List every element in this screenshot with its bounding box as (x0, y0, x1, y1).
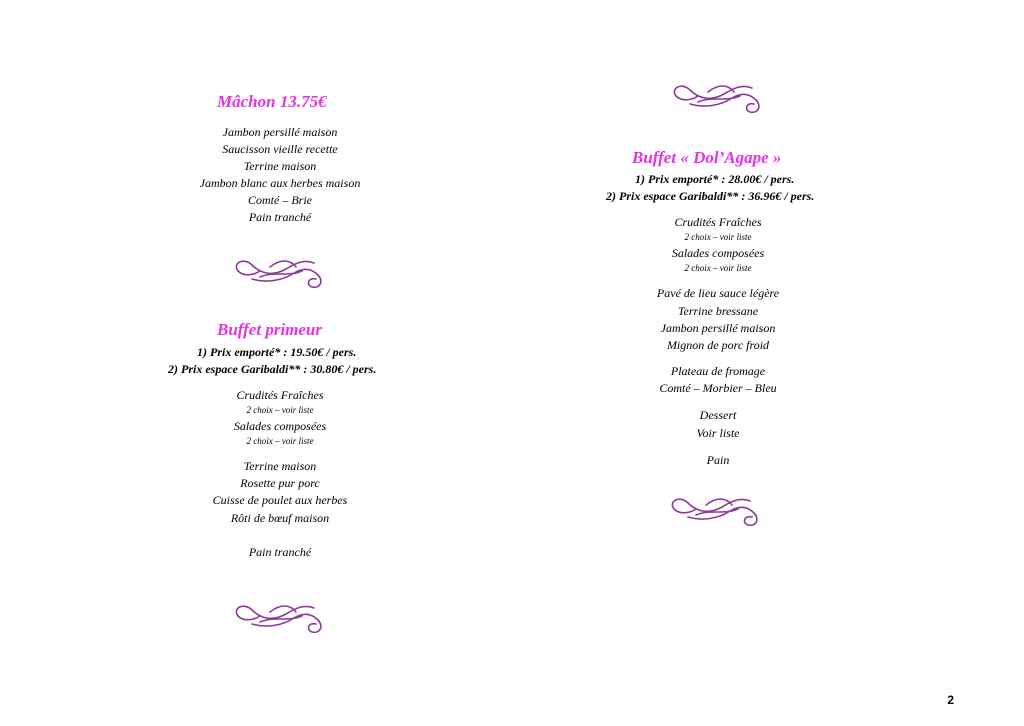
flourish-ornament (230, 255, 330, 291)
flourish-ornament (230, 600, 330, 636)
buffet-dolagape-dessert: Dessert (699, 408, 737, 422)
buffet-primeur-salades: Salades composées (233, 419, 327, 433)
buffet-dolagape-title: Buffet « Dol’Agape » (632, 148, 782, 167)
buffet-primeur-item: Rôti de bœuf maison (230, 511, 330, 525)
buffet-dolagape-price: 2) Prix espace Garibaldi** : 36.96€ / pers. (606, 189, 815, 203)
buffet-dolagape-item: Jambon persillé maison (660, 321, 776, 335)
buffet-primeur-price: 2) Prix espace Garibaldi** : 30.80€ / pers. (168, 362, 377, 376)
buffet-primeur-choice-note: 2 choix – voir liste (246, 405, 314, 415)
machon-item: Saucisson vieille recette (222, 142, 338, 156)
buffet-dolagape-item: Mignon de porc froid (666, 338, 770, 352)
buffet-primeur-choice-note: 2 choix – voir liste (246, 436, 314, 446)
buffet-dolagape-item: Pavé de lieu sauce légère (656, 286, 780, 300)
buffet-dolagape-bread: Pain (706, 453, 730, 467)
buffet-dolagape-choice-note: 2 choix – voir liste (684, 232, 752, 242)
page-number: 2 (947, 693, 954, 707)
buffet-primeur-bread: Pain tranché (248, 545, 312, 559)
buffet-dolagape-choice-note: 2 choix – voir liste (684, 263, 752, 273)
machon-item: Jambon persillé maison (222, 125, 338, 139)
machon-item: Pain tranché (248, 210, 312, 224)
buffet-dolagape-crudites: Crudités Fraîches (674, 215, 762, 229)
machon-item: Terrine maison (243, 159, 317, 173)
buffet-dolagape-item: Terrine bressane (677, 304, 759, 318)
buffet-dolagape-cheese: Comté – Morbier – Bleu (659, 381, 777, 395)
buffet-primeur-item: Terrine maison (243, 459, 317, 473)
buffet-primeur-crudites: Crudités Fraîches (236, 388, 324, 402)
buffet-dolagape-price: 1) Prix emporté* : 28.00€ / pers. (635, 172, 795, 186)
buffet-dolagape-cheese: Plateau de fromage (670, 364, 766, 378)
machon-title: Mâchon 13.75€ (217, 92, 327, 111)
machon-item: Jambon blanc aux herbes maison (199, 176, 361, 190)
buffet-primeur-price: 1) Prix emporté* : 19.50€ / pers. (197, 345, 357, 359)
buffet-primeur-item: Cuisse de poulet aux herbes (212, 493, 348, 507)
machon-item: Comté – Brie (248, 193, 312, 207)
flourish-ornament (666, 493, 766, 529)
buffet-primeur-item: Rosette pur porc (240, 476, 320, 490)
buffet-dolagape-dessert: Voir liste (696, 426, 740, 440)
buffet-dolagape-salades: Salades composées (671, 246, 765, 260)
buffet-primeur-title: Buffet primeur (217, 320, 323, 339)
flourish-ornament (668, 80, 768, 116)
